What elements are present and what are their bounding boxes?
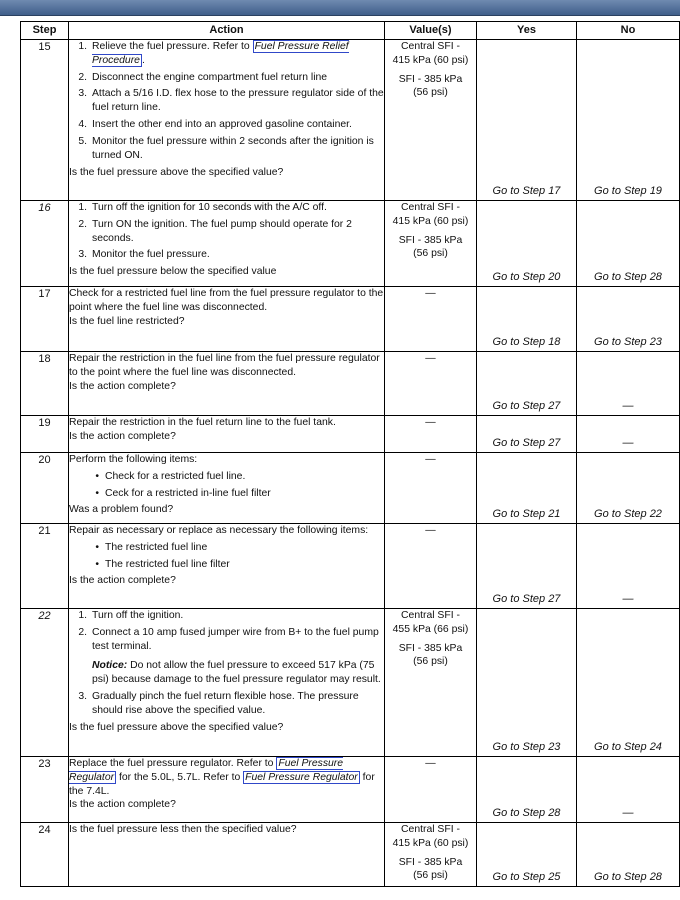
item-text: Monitor the fuel pressure within 2 seconds after the ignition is turned ON. xyxy=(92,135,374,161)
question-text: Is the fuel pressure less then the specified value? xyxy=(69,824,297,835)
value-line: 415 kPa (60 psi) xyxy=(392,837,469,849)
value-line: (56 psi) xyxy=(413,656,448,668)
value-dash: — xyxy=(425,454,436,465)
table-row xyxy=(21,757,680,823)
value-line: Central SFI - xyxy=(401,41,460,52)
bullet-text: Check for a restricted fuel line. xyxy=(105,470,246,482)
bullet-list xyxy=(69,538,384,575)
list-item: • The restricted fuel line xyxy=(95,541,208,553)
item-number: 4. xyxy=(78,119,87,131)
no-dash: — xyxy=(622,400,634,413)
diagnostic-table xyxy=(20,21,680,887)
header-action: Action xyxy=(69,22,385,40)
numbered-steps xyxy=(69,609,384,656)
values-cell xyxy=(385,287,477,352)
action-cell xyxy=(69,823,385,887)
no-cell xyxy=(577,823,680,887)
value-line: SFI - 385 kPa xyxy=(398,234,463,246)
value-line: (56 psi) xyxy=(413,870,448,882)
item-text: Attach a 5/16 I.D. flex hose to the pressure regulator side of the fuel return line. xyxy=(92,88,384,114)
item-text: Connect a 10 amp fused jumper wire from B+ to the fuel pump test terminal. xyxy=(92,626,379,652)
numbered-steps xyxy=(69,40,384,166)
header-no: No xyxy=(577,22,680,40)
table-row xyxy=(21,453,680,524)
values-cell xyxy=(385,453,477,524)
link-suffix: . xyxy=(141,54,145,66)
action-text-part: Replace the fuel pressure regulator. Refer to xyxy=(69,758,277,769)
no-cell xyxy=(577,524,680,609)
yes-cell xyxy=(477,201,577,287)
action-cell xyxy=(69,352,385,416)
item-number: 3. xyxy=(78,249,87,261)
list-item xyxy=(69,40,384,68)
action-text: Repair as necessary or replace as necessary the following items: xyxy=(69,525,369,536)
yes-cell xyxy=(477,416,577,453)
action-text-part: for the 7.4L. xyxy=(69,771,375,797)
list-item: • Ceck for a restricted in-line fuel filter xyxy=(95,487,271,499)
question-text: Was a problem found? xyxy=(69,504,174,516)
no-goto[interactable]: Go to Step 23 xyxy=(594,336,662,349)
list-item xyxy=(69,87,384,115)
list-item xyxy=(69,201,384,215)
value-line: 415 kPa (60 psi) xyxy=(392,215,469,227)
item-text: Turn off the ignition for 10 seconds with the A/C off. xyxy=(92,202,327,213)
step-number: 21 xyxy=(21,524,69,609)
question-text: Is the fuel pressure above the specified value? xyxy=(69,721,284,733)
yes-goto[interactable]: Go to Step 27 xyxy=(492,400,561,413)
list-item xyxy=(69,626,384,654)
fuel-pressure-regulator-link[interactable]: Fuel Pressure Regulator xyxy=(69,758,344,783)
value-line: 415 kPa (60 psi) xyxy=(392,54,469,66)
values-cell xyxy=(385,201,477,287)
item-number: 1. xyxy=(78,41,87,52)
action-cell xyxy=(69,524,385,609)
value-line: (56 psi) xyxy=(413,248,448,260)
item-number: 2. xyxy=(78,71,87,83)
values-cell xyxy=(385,352,477,416)
question-text: Is the action complete? xyxy=(69,380,176,392)
no-cell xyxy=(577,287,680,352)
question-text: Is the fuel line restricted? xyxy=(69,315,185,327)
step-number: 17 xyxy=(21,287,69,352)
no-goto[interactable]: Go to Step 28 xyxy=(594,271,662,284)
no-goto[interactable]: Go to Step 19 xyxy=(594,185,662,198)
yes-goto[interactable]: Go to Step 28 xyxy=(492,807,561,820)
list-item: • Check for a restricted fuel line. xyxy=(95,470,246,482)
notice-block xyxy=(69,659,384,687)
item-text: Disconnect the engine compartment fuel return line xyxy=(92,71,328,83)
values-cell xyxy=(385,416,477,453)
table-row xyxy=(21,40,680,201)
item-text: Gradually pinch the fuel return flexible hose. The pressure should rise above the specified value. xyxy=(92,691,359,716)
yes-goto[interactable]: Go to Step 20 xyxy=(492,271,561,284)
question-text: Is the fuel pressure above the specified value? xyxy=(69,166,284,178)
top-banner xyxy=(0,0,680,15)
item-number: 3. xyxy=(78,88,87,100)
question-text: Is the action complete? xyxy=(69,575,176,587)
table-row xyxy=(21,609,680,757)
value-line: SFI - 385 kPa xyxy=(398,642,463,654)
item-text: Turn off the ignition. xyxy=(92,610,184,621)
list-item xyxy=(69,71,384,85)
action-text: Perform the following items: xyxy=(69,454,198,465)
yes-cell xyxy=(477,352,577,416)
action-text: Repair the restriction in the fuel line from the fuel pressure regulator to the point where the fuel line was disconnected. xyxy=(69,353,380,378)
bullet-text: The restricted fuel line filter xyxy=(105,558,230,570)
step-number: 23 xyxy=(21,757,69,823)
notice-text: Do not allow the fuel pressure to exceed 517 kPa (75 psi) because damage to the fuel pressure regulator may result. xyxy=(92,660,381,686)
header-yes: Yes xyxy=(477,22,577,40)
values-cell xyxy=(385,757,477,823)
value-dash: — xyxy=(425,417,436,428)
no-goto[interactable]: Go to Step 24 xyxy=(594,741,662,754)
yes-goto[interactable]: Go to Step 27 xyxy=(492,437,561,450)
action-cell xyxy=(69,609,385,757)
yes-cell xyxy=(477,757,577,823)
list-item xyxy=(69,690,384,718)
action-cell xyxy=(69,287,385,352)
value-line: (56 psi) xyxy=(413,87,448,99)
list-item xyxy=(69,609,384,623)
yes-cell xyxy=(477,609,577,757)
step-number: 15 xyxy=(21,40,69,201)
step-number: 20 xyxy=(21,453,69,524)
no-cell xyxy=(577,416,680,453)
action-cell xyxy=(69,416,385,453)
item-number: 2. xyxy=(78,218,87,230)
value-line: Central SFI - xyxy=(401,610,460,621)
yes-cell xyxy=(477,453,577,524)
table-row xyxy=(21,352,680,416)
item-number: 2. xyxy=(78,626,87,638)
no-goto[interactable]: Go to Step 22 xyxy=(594,508,662,521)
no-cell xyxy=(577,609,680,757)
action-cell xyxy=(69,40,385,201)
item-text: Monitor the fuel pressure. xyxy=(92,249,210,261)
no-goto[interactable]: Go to Step 28 xyxy=(594,871,662,884)
question-text: Is the fuel pressure below the specified value xyxy=(69,266,277,278)
table-row xyxy=(21,416,680,453)
notice-label: Notice: xyxy=(92,660,128,672)
numbered-steps xyxy=(69,690,384,721)
list-item xyxy=(69,218,384,246)
value-line: 455 kPa (66 psi) xyxy=(392,623,469,635)
no-dash: — xyxy=(622,437,634,450)
yes-goto[interactable]: Go to Step 21 xyxy=(492,508,561,521)
action-text: Repair the restriction in the fuel return line to the fuel tank. xyxy=(69,417,336,428)
header-step: Step xyxy=(21,22,69,40)
no-cell xyxy=(577,352,680,416)
bullet-list xyxy=(69,467,384,504)
question-text: Is the action complete? xyxy=(69,799,176,811)
values-cell xyxy=(385,524,477,609)
list-item xyxy=(69,135,384,163)
action-cell xyxy=(69,757,385,823)
value-dash: — xyxy=(425,288,436,299)
table-row xyxy=(21,287,680,352)
yes-goto[interactable]: Go to Step 23 xyxy=(492,741,561,754)
yes-goto[interactable]: Go to Step 27 xyxy=(492,593,561,606)
action-cell xyxy=(69,201,385,287)
question-text: Is the action complete? xyxy=(69,430,176,442)
yes-cell xyxy=(477,823,577,887)
value-dash: — xyxy=(425,353,436,364)
bullet-text: The restricted fuel line xyxy=(105,541,208,553)
table-row xyxy=(21,823,680,887)
value-line: Central SFI - xyxy=(401,824,460,835)
list-item xyxy=(69,118,384,132)
item-number: 1. xyxy=(78,202,87,213)
table-header-row xyxy=(21,22,680,40)
yes-cell xyxy=(477,524,577,609)
bullet-text: Ceck for a restricted in-line fuel filter xyxy=(105,487,271,499)
no-cell xyxy=(577,201,680,287)
top-banner-border xyxy=(0,15,680,16)
item-number: 5. xyxy=(78,135,87,147)
values-cell xyxy=(385,40,477,201)
value-dash: — xyxy=(425,525,436,536)
value-line: SFI - 385 kPa xyxy=(398,856,463,868)
list-item: • The restricted fuel line filter xyxy=(95,558,230,570)
value-dash: — xyxy=(425,758,436,769)
table-row xyxy=(21,524,680,609)
yes-cell xyxy=(477,40,577,201)
no-dash: — xyxy=(622,807,634,820)
item-text: Insert the other end into an approved gasoline container. xyxy=(92,119,352,131)
item-number: 3. xyxy=(78,691,87,703)
action-text xyxy=(69,757,384,798)
action-text: Check for a restricted fuel line from the fuel pressure regulator to the point where the fuel line was disconnected. xyxy=(69,288,384,313)
fuel-pressure-relief-link[interactable]: Fuel Pressure Relief Procedure xyxy=(92,41,349,66)
step-number: 24 xyxy=(21,823,69,887)
no-cell xyxy=(577,453,680,524)
list-item xyxy=(69,248,384,262)
step-number: 16 xyxy=(21,201,69,287)
item-number: 1. xyxy=(78,610,87,621)
no-dash: — xyxy=(622,593,634,606)
values-cell xyxy=(385,609,477,757)
header-values: Value(s) xyxy=(385,22,477,40)
action-cell xyxy=(69,453,385,524)
value-line: SFI - 385 kPa xyxy=(398,73,463,85)
numbered-steps xyxy=(69,201,384,265)
action-text-part: for the 5.0L, 5.7L. Refer to xyxy=(116,771,244,783)
yes-goto[interactable]: Go to Step 18 xyxy=(492,336,561,349)
step-number: 18 xyxy=(21,352,69,416)
no-cell xyxy=(577,757,680,823)
yes-goto[interactable]: Go to Step 17 xyxy=(492,185,561,198)
item-text: Turn ON the ignition. The fuel pump should operate for 2 seconds. xyxy=(92,218,352,244)
yes-cell xyxy=(477,287,577,352)
table-row xyxy=(21,201,680,287)
item-text: Relieve the fuel pressure. Refer to xyxy=(92,41,253,52)
no-cell xyxy=(577,40,680,201)
fuel-pressure-regulator-link-2[interactable]: Fuel Pressure Regulator xyxy=(245,771,358,783)
yes-goto[interactable]: Go to Step 25 xyxy=(492,871,561,884)
value-line: Central SFI - xyxy=(401,202,460,213)
step-number: 22 xyxy=(21,609,69,757)
values-cell xyxy=(385,823,477,887)
step-number: 19 xyxy=(21,416,69,453)
